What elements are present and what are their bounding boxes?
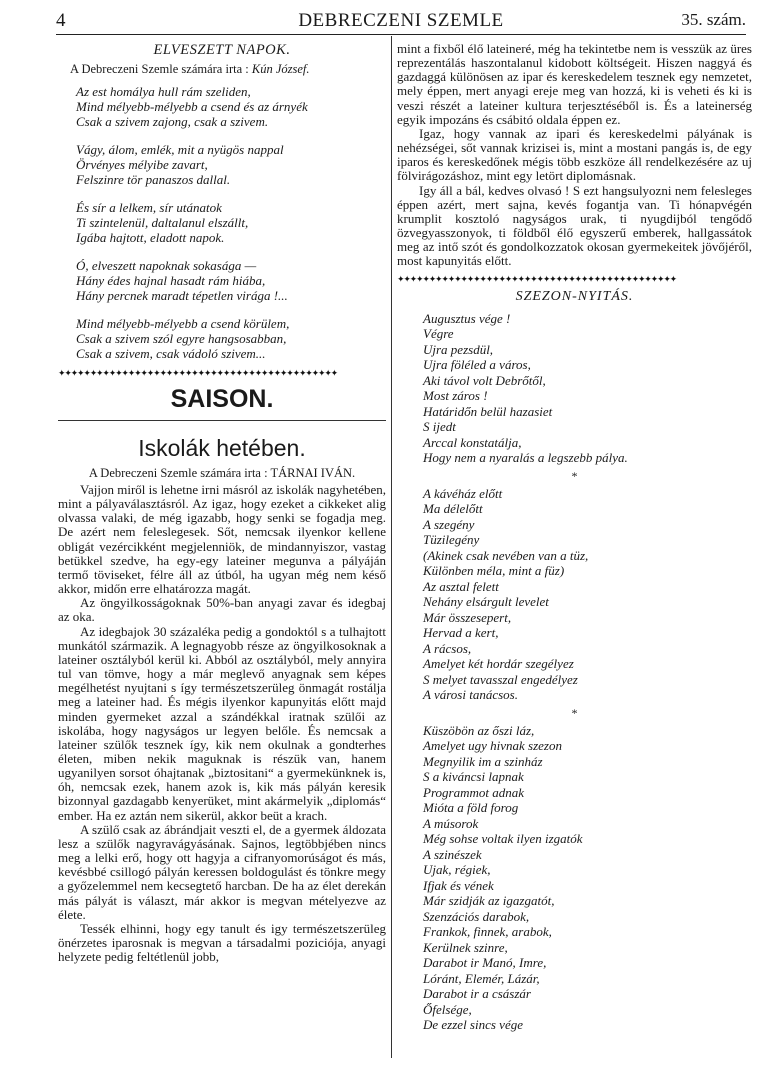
paragraph: Tessék elhinni, hogy egy tanult és igy természetszerüleg önérzetes iparosnak is megvan a társadalmi poziciója, anyagi helyzete pedig feltétlenül jobb,	[58, 920, 386, 965]
article-title: Iskolák hetében.	[138, 435, 306, 461]
poem-line: Már szidják az igazgatót,	[423, 893, 555, 908]
poem-line: A músorok	[423, 815, 479, 831]
poem-line: Az est homálya hull rám szeliden,	[76, 84, 251, 99]
poem-line: Őfelsége,	[423, 1001, 472, 1017]
poem-line: Darabot ir Manó, Imre,	[423, 955, 547, 970]
poem-line: Ujak, régiek,	[423, 862, 491, 877]
paragraph: Vajjon miről is lehetne irni másról az iskolák nagyhetében, mint a pályaválasztásról. Az igaz, hogy ezeket a cikkeket alig olvassa valaki, de még igazabb, hogy senki se fogadja meg. De azért nem feleslegesek. Sőt, nemcsak ilyenkor kellene obligát vezércikként megjelenniök, de mindannyiszor, vastag betükkel szedve, ha egy-egy lateiner megunva a pályáján termő töviseket, félre áll az útból, ha ugyan még nem késő akkor, midőn erre elhatározza magát.	[58, 482, 386, 597]
poem-line: A szegény	[423, 516, 475, 532]
poem-title: ELVESZETT NAPOK.	[153, 42, 291, 58]
poem-line: S ijedt	[423, 419, 456, 434]
poem-line: S melyet tavasszal engedélyez	[423, 671, 578, 687]
asterisk-divider: *	[571, 468, 578, 483]
poem-line: Hervad a kert,	[423, 625, 499, 640]
poem-line: Vágy, álom, emlék, mit a nyügös nappal	[76, 142, 284, 157]
poem-line: Ó, elveszett napoknak sokasága —	[76, 258, 257, 273]
poem-line: Küszöbön az őszi láz,	[423, 722, 535, 738]
poem-line: S a kiváncsi lapnak	[423, 769, 524, 784]
poem-line: Nehány elsárgult levelet	[423, 594, 549, 609]
poem-line: Lóránt, Elemér, Lázár,	[423, 970, 540, 986]
poem-line: Örvényes mélyibe zavart,	[76, 157, 208, 172]
poem-line: A rácsos,	[423, 640, 472, 656]
poem-line: A szinészek	[423, 846, 482, 862]
poem-line: Frankok, finnek, arabok,	[423, 924, 552, 939]
poem-stanza	[76, 258, 386, 303]
poem-stanza	[76, 316, 386, 361]
poem-line: Ti szintelenül, daltalanul elszállt,	[76, 215, 249, 230]
poem-line: A kávéház előtt	[423, 485, 503, 501]
paragraph: A szülő csak az ábrándjait veszti el, de a gyermek áldozata lesz a szülők nagyravágyásának. Sajnos, legtöbbjében nincs meg a lelki erő, hogy ott hagyja a cifranyomorúságot és más, kevésbbé csillogó pályán keressen boldogulást és tönkre megy a győzelemmel nem kecsegtető harcban. De ha az élet derekán más pályát is választ, már akkor is megvan mételyezve az élete.	[58, 821, 386, 922]
article-body	[58, 483, 386, 964]
page-header	[56, 10, 746, 35]
poem-line: Megnyilik im a szinház	[423, 753, 543, 769]
poem-line: Mind mélyebb-mélyebb a csend körülem,	[76, 316, 290, 331]
poem-line: (Akinek csak nevében van a tüz,	[423, 547, 589, 563]
poem-line: Augusztus vége !	[423, 310, 511, 326]
poem-stanza	[76, 84, 386, 129]
poem-line: Programmot adnak	[423, 784, 524, 800]
paragraph: mint a fixből élő lateineré, még ha tekintetbe nem is vesszük az üres reprezentálás haszontalanul kidobott költségeit. Hiszen naggyá és gazdaggá különösen az ipar és kereskedelem tesznek egy nemzetet, mely éppen, mert anyagi ereje meg van hozzá, ki is veheti és ki is veszi részét a lateiner kultura terjesztéséből is. És a lateinerség egyik impozáns és csábitó oldala éppen ez.	[397, 41, 752, 127]
issue-number: 35. szám.	[681, 10, 746, 29]
poem-line: És sír a lelkem, sír utánatok	[76, 200, 222, 215]
poem-line: Hány édes hajnal hasadt rám hiába,	[76, 273, 266, 288]
asterisk-divider: *	[571, 705, 578, 720]
poem-line: Amelyet ugy hivnak szezon	[423, 738, 562, 753]
paragraph: Igy áll a bál, kedves olvasó ! S ezt hangsulyozni nem felesleges éppen azért, mert sajna, kevés fogantja van. Ti hónapvégén krumplit kosztoló nagyságos urak, ti nyugdijból tengődő özvegyasszonyok, ti földből élő egyszerű emberek, hallgassátok meg az intő szót és gondolkozzatok okosan gyermekeitek jövőjéről, most kapunyitás előtt.	[397, 182, 752, 269]
poem-line: Igába hajtott, eladott napok.	[76, 230, 225, 245]
poem-title: SZEZON-NYITÁS.	[515, 288, 634, 304]
poem-line: De ezzel sincs vége	[423, 1017, 523, 1032]
poem-body	[423, 311, 752, 1033]
poem-stanza	[76, 200, 386, 245]
poem-line: Hogy nem a nyaralás a legszebb pálya.	[423, 450, 628, 465]
poem-line: Csak a szivem szól egyre hangsosabban,	[76, 331, 287, 346]
poem-line: Végre	[423, 326, 454, 341]
poem-byline	[70, 62, 386, 77]
poem-stanza	[76, 142, 386, 187]
poem-author: Kún József.	[251, 62, 310, 76]
ornament-separator: ✦✦✦✦✦✦✦✦✦✦✦✦✦✦✦✦✦✦✦✦✦✦✦✦✦✦✦✦✦✦✦✦✦✦✦✦✦✦✦✦✦✦✦✦	[58, 368, 338, 378]
poem-line: Mióta a föld forog	[423, 800, 519, 815]
poem-line: Mind mélyebb-mélyebb a csend és az árnyék	[76, 99, 308, 114]
poem-line: Ujra pezsdül,	[423, 341, 494, 357]
poem-line: Arccal konstatálja,	[423, 434, 522, 450]
poem-line: Aki távol volt Debrőtől,	[423, 372, 546, 388]
poem-line: Az asztal felett	[423, 578, 499, 594]
article-byline: A Debreczeni Szemle számára irta : TÁRNAI IVÁN.	[88, 466, 356, 480]
paragraph: Az öngyilkosságoknak 50%-ban anyagi zavar és idegbaj az oka.	[58, 595, 386, 625]
column-divider	[391, 36, 392, 1058]
poem-line: Most záros !	[423, 388, 488, 403]
journal-title: DEBRECZENI SZEMLE	[298, 10, 504, 31]
poem-line: Már összesepert,	[423, 609, 512, 625]
section-rule	[58, 420, 386, 421]
poem-line: Amelyet két hordár szegélyez	[423, 656, 574, 671]
poem-line: A városi tanácsos.	[423, 687, 518, 702]
byline-prefix: A Debreczeni Szemle számára irta :	[70, 62, 252, 76]
article-continuation	[397, 42, 752, 269]
page-number: 4	[56, 10, 66, 31]
poem-line: Tüzilegény	[423, 532, 480, 547]
poem-line: Kerülnek szinre,	[423, 939, 508, 955]
right-column	[397, 42, 752, 1033]
poem-line: Darabot ir a császár	[423, 986, 531, 1001]
paragraph: Az idegbajok 30 százaléka pedig a gondoktól s a tulhajtott munkától származik. A legnagyobb része az öngyilkosoknak a lateiner osztályból kerül ki. Abból az osztályból, mely annyira tul van tömve, hogy a már meglevő anyagnak sem képes megélhetést nyujtani s így természetszerüleg önmagát rostálja meg a lateiner had. És mégis ilyenkor kapunyitás előtt majd minden gyermeket azzal a szándékkal iratnak szülői az iskolába, hogy nagyságos ur legyen belőle. És nemcsak a lateiner szülők tesznek így, kik nem okulnak a gondterhes életen, miben nekik maguknak is részük van, hanem ugyanilyen sorsot óhajtanak „biztositani“ a gyermekünknek is, óh, nemcsak ezek, hanem azok is, kik más pályán keresik bizonnyal gazdagabb kenyerüket, mint akármelyik „diplomás“ ember. Ha ez aztán nem sikerül, akkor beüt a krach.	[58, 623, 386, 823]
poem-line: Különben méla, mint a füz)	[423, 563, 565, 578]
poem-line: Ma délelőtt	[423, 501, 483, 516]
poem-line: Ujra föléled a város,	[423, 357, 531, 372]
poem-line: Felszinre tör panaszos dallal.	[76, 172, 231, 187]
poem-line: Szenzációs darabok,	[423, 908, 530, 924]
poem-line: Ifjak és vének	[423, 877, 494, 893]
left-column	[58, 42, 386, 964]
ornament-separator: ✦✦✦✦✦✦✦✦✦✦✦✦✦✦✦✦✦✦✦✦✦✦✦✦✦✦✦✦✦✦✦✦✦✦✦✦✦✦✦✦✦✦✦✦	[397, 273, 677, 284]
poem-line: Hány percnek maradt tépetlen virága !...	[76, 288, 288, 303]
paragraph: Igaz, hogy vannak az ipari és kereskedelmi pályának is nehézségei, sőt vannak krizisei is, mint a mostani pangás is, de egy iparos és kereskedőnek mégis több eszköze áll rendelkezésére az uj fölvirágozáshoz, mint egy letört diplomásnak.	[397, 125, 752, 184]
poem-line: Csak a szivem, csak vádoló szivem...	[76, 346, 266, 361]
poem-line: Csak a szivem zajong, csak a szivem.	[76, 114, 269, 129]
poem-line: Határidőn belül hazasiet	[423, 403, 553, 419]
section-title: SAISON.	[170, 385, 274, 413]
poem-line: Még sohse voltak ilyen izgatók	[423, 831, 583, 846]
